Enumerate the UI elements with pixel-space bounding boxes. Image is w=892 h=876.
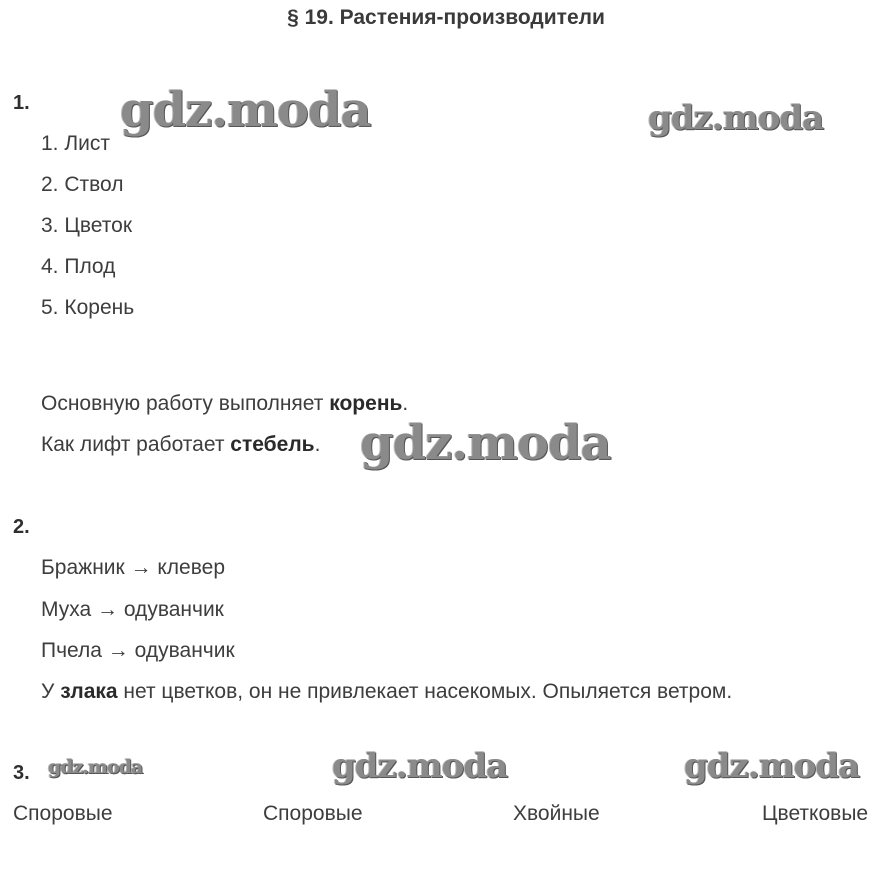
- section-1-number: 1.: [13, 92, 30, 114]
- pollinator-pair: Муха → одуванчик: [41, 598, 224, 621]
- watermark-logo: gdz.moda: [332, 746, 508, 786]
- watermark-logo: gdz.moda: [648, 98, 824, 138]
- plant-group-label: Хвойные: [513, 802, 600, 825]
- list-item: 1. Лист: [41, 132, 110, 155]
- list-item: 2. Ствол: [41, 173, 124, 196]
- answer-stebel: стебель: [230, 433, 315, 456]
- watermark-logo: gdz.moda: [48, 756, 143, 778]
- pollinator-pair: Бражник → клевер: [41, 556, 226, 579]
- watermark-logo: gdz.moda: [360, 415, 611, 471]
- plant-group-label: Споровые: [263, 802, 363, 825]
- sentence-lift: Как лифт работает стебель.: [41, 433, 321, 456]
- sentence-main-work: Основную работу выполняет корень.: [41, 392, 409, 415]
- pollinator-pair: Пчела → одуванчик: [41, 639, 235, 662]
- section-3-number: 3.: [13, 762, 30, 784]
- list-item: 3. Цветок: [41, 214, 133, 237]
- list-item: 4. Плод: [41, 255, 116, 278]
- page-title: § 19. Растения-производители: [287, 6, 605, 29]
- list-item: 5. Корень: [41, 296, 135, 319]
- section-2-number: 2.: [13, 516, 30, 538]
- plant-group-label: Споровые: [13, 802, 113, 825]
- answer-zlak: злака: [60, 680, 118, 703]
- watermark-logo: gdz.moda: [120, 82, 371, 138]
- plant-group-label: Цветковые: [762, 802, 869, 825]
- answer-koren: корень: [329, 392, 403, 415]
- watermark-logo: gdz.moda: [684, 746, 860, 786]
- note-zlak: У злака нет цветков, он не привлекает насекомых. Опыляется ветром.: [41, 680, 733, 703]
